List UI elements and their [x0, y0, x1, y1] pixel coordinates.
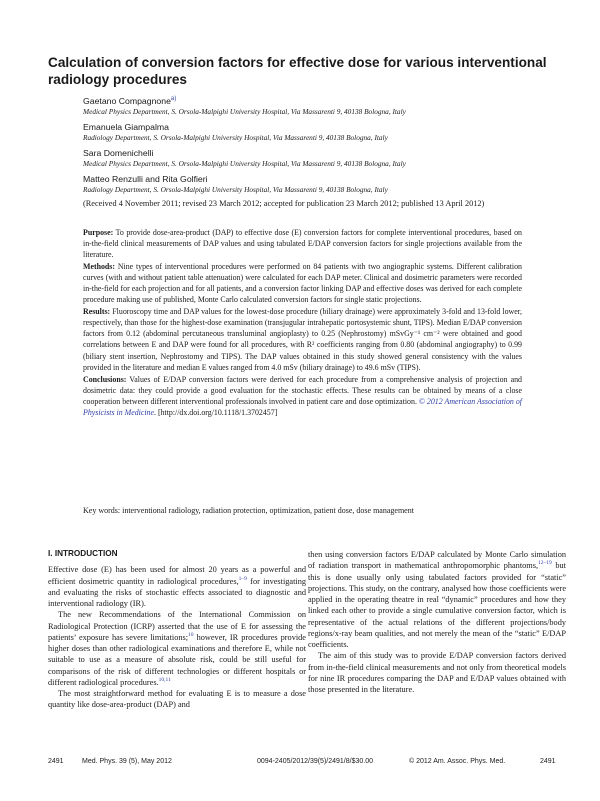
- footer-copyright: © 2012 Am. Assoc. Phys. Med.: [409, 758, 506, 765]
- abstract-results: Results: Fluoroscopy time and DAP values for the lowest-dose procedure (biliary drainage) were approximately 3-fold and 13-fold lower, respectively, than those for the highest-dose examination (transjugular intrahepatic portosystemic shunt, TIPS). Median E/DAP conversion factors from 0.12 (abdominal percutaneous transluminal angioplasty) to 0.25 (Nephrostomy) mSvGy⁻¹ cm⁻² were obtained and good correlations between E and DAP were found for all procedures, with R² coefficients ranging from 0.80 (abdominal angiography) to 0.99 (biliary stent insertion, Nephrostomy and TIPS). The DAP values obtained in this study showed general consistency with the values provided in the literature and median E values ranged from 4.0 mSv (biliary drainage) to 49.6 mSv (TIPS).: [83, 307, 522, 372]
- body-paragraph: Effective dose (E) has been used for almost 20 years as a powerful and efficient dosimetric quantity in radiological procedures,$^{1-9}$ for investigating and evaluating the risks of stochastic effects associated to diagnostic and interventional radiology (IR).: [48, 565, 307, 608]
- abstract-label: Purpose:: [83, 228, 114, 237]
- author-affiliation: Radiology Department, S. Orsola-Malpighi University Hospital, Via Massarenti 9, 40138 Bologna, Italy: [83, 132, 388, 142]
- received-dates: (Received 4 November 2011; revised 23 March 2012; accepted for publication 23 March 2012; published 13 April 2012): [83, 199, 485, 208]
- section-heading: I. INTRODUCTION: [48, 549, 118, 558]
- body-paragraph: The aim of this study was to provide E/DAP conversion factors derived from in-the-field clinical measurements and not only from theoretical models for nine IR procedures comparing the DAP and E/DAP values obtained with those presented in the literature.: [308, 651, 566, 694]
- article-title: Calculation of conversion factors for effective dose for various interventional radiology procedures: [48, 55, 547, 87]
- author-affiliation: Medical Physics Department, S. Orsola-Malpighi University Hospital, Via Massarenti 9, 40138 Bologna, Italy: [83, 158, 406, 168]
- body-paragraph: then using conversion factors E/DAP calculated by Monte Carlo simulation of radiation transport in mathematical anthropomorphic phantoms,$^{12-19}$ but this is done usually only using tabulated factors provided for “static” projections. This study, on the contrary, analysed how those coefficients were applied in the operating theatre in real “dynamic” procedures and how they linked each other to provide a single cumulative conversion factor, which is representative of the actual relations of the different projections/body regions/x-ray beam qualities, and not merely the mean of the “static” E/DAP coefficients.: [308, 550, 566, 649]
- author-affiliation: Medical Physics Department, S. Orsola-Malpighi University Hospital, Via Massarenti 9, 40138 Bologna, Italy: [83, 106, 406, 116]
- abstract-purpose: Purpose: To provide dose-area-product (DAP) to effective dose (E) conversion factors for complete interventional procedures, based on in-the-field clinical measurements of DAP values and using tabulated E/DAP conversion factors for single projections available from the literature.: [83, 228, 522, 260]
- page-number: 2491: [540, 758, 556, 765]
- page-number: 2491: [48, 758, 64, 765]
- author-name: Emanuela Giampalma: [83, 121, 169, 132]
- author-name: Matteo Renzulli and Rita Golfieri: [83, 173, 208, 184]
- doi-link[interactable]: . [http://dx.doi.org/10.1118/1.3702457]: [154, 407, 278, 417]
- abstract: [83, 227, 522, 419]
- left-column: [48, 548, 306, 711]
- author-footnote-link[interactable]: a): [170, 96, 177, 102]
- keywords: Key words: interventional radiology, radiation protection, optimization, patient dose, dose management: [83, 506, 414, 515]
- article-code: 0094-2405/2012/39(5)/2491/8/$30.00: [257, 758, 373, 765]
- body-paragraph: The new Recommendations of the International Commission on Radiological Protection (ICRP) asserted that the use of E for assessing the patients’ exposure has severe limitations;$^{10}$ however, IR procedures provide higher doses than other radiological examinations and therefore E, while not suitable to use as a measure of absolute risk, could be still useful for comparisons of the risk of different technologies or different hospitals or different radiological procedures.$^{10,11}$: [48, 610, 306, 687]
- right-column: [308, 549, 566, 695]
- author-affiliation: Radiology Department, S. Orsola-Malpighi University Hospital, Via Massarenti 9, 40138 Bologna, Italy: [83, 184, 388, 194]
- journal-citation: Med. Phys. 39 (5), May 2012: [82, 758, 172, 765]
- citation-link[interactable]: 10,11: [158, 676, 171, 683]
- author-block: [83, 122, 553, 143]
- author-name: Gaetano Compagnone: [83, 95, 171, 106]
- citation-link[interactable]: 12–19: [538, 560, 552, 567]
- body-paragraph: The most straightforward method for evaluating E is to measure a dose quantity like dose-area-product (DAP) and: [48, 689, 306, 710]
- abstract-label: Results:: [83, 307, 111, 317]
- citation-link[interactable]: 10: [188, 631, 194, 638]
- page-footer: [48, 758, 568, 770]
- author-name: Sara Domenichelli: [83, 147, 154, 158]
- abstract-label: Conclusions:: [83, 374, 127, 384]
- author-block: [83, 94, 553, 117]
- abstract-label: Methods:: [83, 262, 115, 272]
- copyright-notice: © 2012 American Association of Physicists in Medicine: [83, 396, 522, 417]
- abstract-conclusions: Conclusions: Values of E/DAP conversion factors were derived for each procedure from a comprehensive analysis of projection and dosimetric data: they could provide a good evaluation for the stochastic effects. These results can be obtained by means of a close cooperation between different interventional professionals involved in patient care and dose optimization. © 2012 American Association of Physicists in Medicine. [http://dx.doi.org/10.1118/1.3702457]: [83, 374, 522, 417]
- author-block: [83, 174, 553, 195]
- author-list: [83, 94, 553, 200]
- abstract-methods: Methods: Nine types of interventional procedures were performed on 84 patients with two angiographic systems. Different calibration curves (with and without patient table attenuation) were calculated for each DAP meter. Clinical and dosimetric parameters were recorded in-the-field for each projection and for all patients, and a conversion factor linking DAP and effective doses was derived for each complete procedure making use of published, Monte Carlo calculated conversion factors for single static projections.: [83, 262, 522, 305]
- author-block: [83, 148, 553, 169]
- citation-link[interactable]: 1–9: [238, 575, 247, 582]
